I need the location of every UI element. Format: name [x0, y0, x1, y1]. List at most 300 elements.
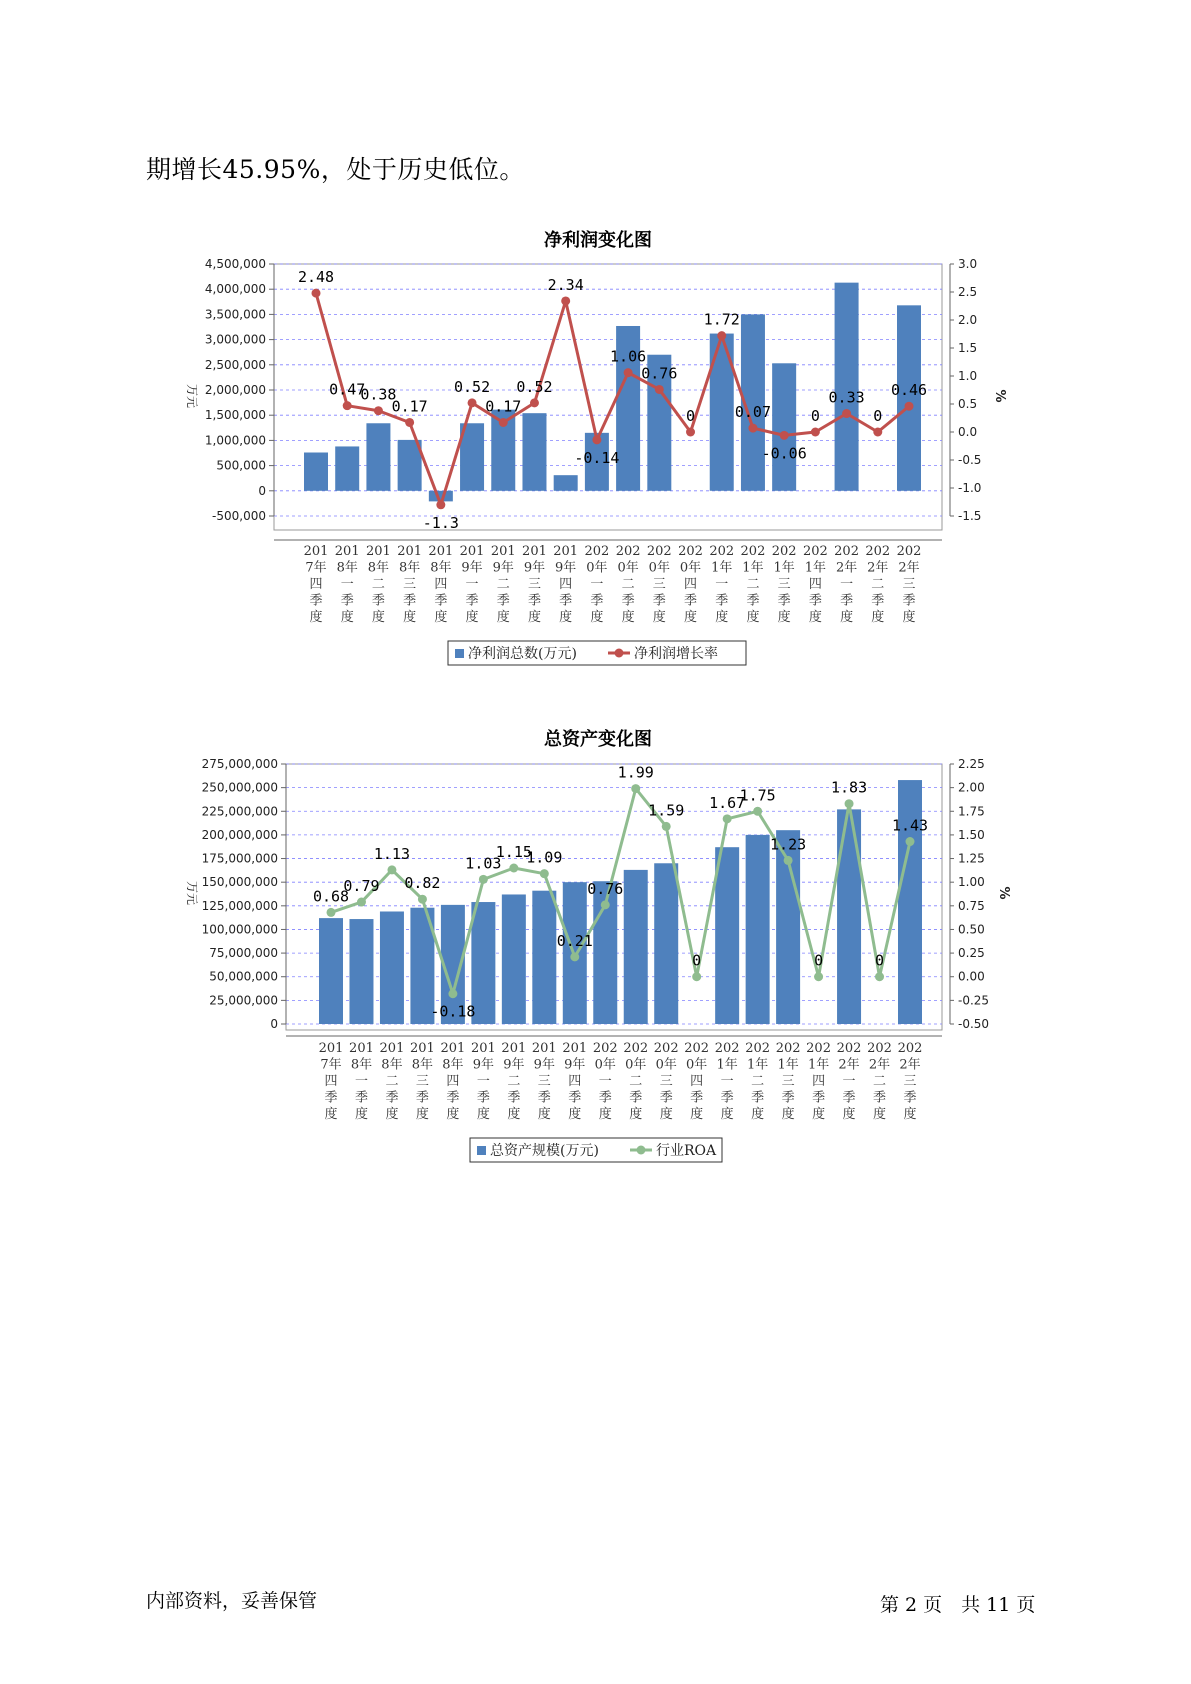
data-label: 0.47 — [329, 380, 366, 399]
y2-tick-label: 1.50 — [958, 827, 985, 842]
x-tick-label: 季 — [309, 593, 323, 609]
y2-tick-label: -1.5 — [958, 509, 982, 523]
x-tick-label: 201 — [303, 544, 329, 559]
x-tick-label: 季 — [902, 593, 916, 609]
bar — [746, 835, 770, 1024]
x-tick-label: 季 — [354, 1090, 368, 1106]
x-tick-label: 8年 — [430, 560, 452, 576]
x-tick-label: 9年 — [555, 560, 577, 576]
legend-line-label: 净利润增长率 — [634, 646, 718, 662]
data-label: 0.17 — [485, 397, 522, 416]
x-tick-label: 度 — [840, 610, 854, 625]
x-tick-label: 季 — [568, 1090, 582, 1106]
x-tick-label: 202 — [584, 544, 610, 559]
x-tick-label: 202 — [615, 544, 641, 559]
bar — [837, 809, 861, 1024]
x-tick-label: 度 — [751, 1107, 765, 1122]
y2-tick-label: 2.0 — [958, 313, 978, 327]
x-tick-label: 季 — [385, 1090, 399, 1106]
x-tick-label: 0年 — [586, 560, 608, 576]
x-tick-label: 一 — [340, 577, 354, 592]
x-tick-label: 201 — [501, 1041, 527, 1056]
legend-bar-swatch — [477, 1146, 486, 1155]
x-tick-label: 0年 — [686, 1057, 708, 1073]
x-tick-label: 季 — [659, 1090, 673, 1106]
line-point — [327, 908, 336, 917]
x-tick-label: 8年 — [442, 1057, 464, 1073]
data-label: 1.43 — [891, 816, 929, 835]
page-suffix: 页 — [1016, 1594, 1036, 1616]
y-tick-label: 75,000,000 — [209, 946, 278, 961]
x-tick-label: 202 — [646, 544, 672, 559]
x-tick-label: 度 — [324, 1107, 338, 1122]
x-tick-label: 度 — [903, 1107, 917, 1122]
legend-bar-label: 净利润总数(万元) — [468, 646, 577, 662]
y-axis-label: 万元 — [185, 383, 199, 409]
x-tick-label: 度 — [434, 610, 448, 625]
x-tick-label: 度 — [873, 1107, 887, 1122]
x-tick-label: 二 — [751, 1074, 765, 1089]
footer-confidential: 内部资料，妥善保管 — [146, 1590, 318, 1612]
bar — [654, 863, 678, 1024]
legend-line-marker — [637, 1146, 646, 1155]
x-tick-label: 度 — [690, 1107, 704, 1122]
y-tick-label: 150,000,000 — [201, 875, 278, 890]
y2-tick-label: 0.75 — [958, 898, 985, 913]
bar — [715, 847, 739, 1024]
y-tick-label: 4,500,000 — [204, 257, 266, 271]
x-tick-label: 9年 — [523, 560, 546, 576]
line-point — [814, 972, 823, 981]
x-tick-label: 二 — [871, 577, 885, 592]
x-tick-label: 1年 — [777, 1057, 799, 1073]
x-tick-label: 0年 — [617, 560, 639, 576]
data-label: 0.76 — [641, 364, 678, 383]
legend-bar-label: 总资产规模(万元) — [490, 1143, 599, 1159]
line-point — [540, 869, 549, 878]
x-tick-label: 8年 — [350, 1057, 373, 1073]
x-tick-label: 度 — [777, 610, 791, 625]
x-tick-label: 一 — [476, 1074, 490, 1089]
x-tick-label: 201 — [459, 544, 485, 559]
y2-axis-label: % — [992, 389, 1007, 403]
x-tick-label: 一 — [840, 577, 854, 592]
x-tick-label: 季 — [842, 1090, 856, 1106]
x-tick-label: 四 — [446, 1074, 460, 1089]
data-label: 0.33 — [828, 388, 865, 407]
x-tick-label: 度 — [720, 1107, 734, 1122]
x-tick-label: 度 — [902, 610, 916, 625]
data-label: 0 — [810, 407, 820, 425]
y-tick-label: -500,000 — [212, 509, 266, 523]
y2-axis-label: % — [996, 886, 1011, 900]
x-tick-label: 季 — [496, 593, 510, 609]
x-tick-label: 201 — [522, 544, 547, 559]
y-tick-label: 175,000,000 — [201, 851, 278, 866]
x-tick-label: 季 — [559, 593, 573, 609]
x-tick-label: 201 — [334, 544, 360, 559]
data-label: -0.06 — [761, 444, 807, 463]
line-point — [692, 972, 701, 981]
x-tick-label: 度 — [537, 1107, 551, 1122]
data-label: 0.68 — [312, 887, 350, 906]
chart-title-net-profit: 净利润变化图 — [544, 230, 652, 251]
x-tick-label: 四 — [812, 1074, 826, 1089]
x-tick-label: 9年 — [472, 1057, 495, 1073]
x-tick-label: 201 — [428, 544, 454, 559]
x-tick-label: 202 — [865, 544, 891, 559]
x-tick-label: 季 — [684, 593, 698, 609]
data-label: 1.83 — [830, 778, 868, 797]
x-tick-label: 度 — [340, 610, 354, 625]
x-tick-label: 度 — [652, 610, 666, 625]
x-tick-label: 三 — [777, 577, 791, 592]
x-tick-label: 1年 — [742, 560, 764, 576]
data-label: 0.76 — [587, 879, 624, 898]
x-tick-label: 9年 — [492, 560, 514, 576]
y2-tick-label: -0.50 — [958, 1017, 990, 1031]
bar — [624, 870, 648, 1024]
x-tick-label: 度 — [309, 610, 323, 625]
x-tick-label: 8年 — [411, 1057, 434, 1073]
y-axis-label: 万元 — [185, 880, 199, 906]
data-label: 1.75 — [739, 786, 776, 805]
x-tick-label: 一 — [842, 1074, 856, 1089]
x-tick-label: 度 — [371, 610, 385, 625]
y-tick-label: 250,000,000 — [201, 780, 278, 795]
x-tick-label: 0年 — [655, 1057, 677, 1073]
x-tick-label: 季 — [751, 1090, 765, 1106]
line-point — [418, 895, 427, 904]
data-label: 0.46 — [890, 381, 928, 400]
x-tick-label: 201 — [490, 544, 516, 559]
x-tick-label: 二 — [371, 577, 385, 592]
data-label: 1.06 — [610, 347, 647, 366]
x-tick-label: 季 — [903, 1090, 917, 1106]
y2-tick-label: 1.25 — [958, 851, 985, 866]
x-tick-label: 季 — [777, 593, 791, 609]
x-tick-label: 度 — [496, 610, 510, 625]
x-tick-label: 季 — [629, 1090, 643, 1106]
x-tick-label: 201 — [440, 1041, 466, 1056]
x-tick-label: 二 — [873, 1074, 887, 1089]
x-tick-label: 一 — [354, 1074, 368, 1089]
data-label: 1.23 — [770, 835, 807, 854]
x-tick-label: 度 — [871, 610, 885, 625]
x-tick-label: 1年 — [807, 1057, 830, 1073]
x-tick-label: 二 — [385, 1074, 399, 1089]
x-tick-label: 季 — [652, 593, 666, 609]
bar — [380, 911, 404, 1024]
y-tick-label: 4,000,000 — [204, 282, 266, 297]
x-tick-label: 202 — [771, 544, 797, 559]
x-tick-label: 2年 — [867, 560, 889, 576]
line-point — [875, 972, 884, 981]
x-tick-label: 201 — [318, 1041, 344, 1056]
x-tick-label: 201 — [410, 1041, 435, 1056]
x-tick-label: 三 — [659, 1074, 673, 1089]
data-label: 1.09 — [526, 848, 563, 867]
data-label: 1.67 — [709, 793, 746, 812]
bar — [532, 891, 556, 1024]
x-tick-label: 季 — [598, 1090, 612, 1106]
line-point — [753, 807, 762, 816]
page-mid: 页 共 — [923, 1594, 981, 1616]
x-tick-label: 0年 — [648, 560, 670, 576]
x-tick-label: 0年 — [625, 1057, 647, 1073]
data-label: 0.21 — [556, 931, 593, 950]
x-tick-label: 四 — [559, 577, 573, 592]
data-label: 0.17 — [391, 397, 428, 416]
x-tick-label: 三 — [403, 577, 417, 592]
x-tick-label: 度 — [507, 1107, 521, 1122]
data-label: 1.59 — [648, 801, 685, 820]
x-tick-label: 季 — [840, 593, 854, 609]
line-point — [601, 900, 610, 909]
page-prefix: 第 — [880, 1594, 900, 1616]
x-tick-label: 202 — [709, 544, 735, 559]
line-point — [631, 784, 640, 793]
x-tick-label: 季 — [781, 1090, 795, 1106]
x-tick-label: 度 — [808, 610, 822, 625]
x-tick-label: 度 — [568, 1107, 582, 1122]
line-point — [723, 814, 732, 823]
y2-tick-label: -0.25 — [958, 993, 990, 1008]
x-tick-label: 2年 — [835, 560, 858, 576]
x-tick-label: 201 — [470, 1041, 496, 1056]
x-tick-label: 季 — [324, 1090, 338, 1106]
x-tick-label: 8年 — [381, 1057, 403, 1073]
x-tick-label: 8年 — [367, 560, 390, 576]
x-tick-label: 202 — [653, 1041, 679, 1056]
line-point — [448, 989, 457, 998]
data-label: -1.3 — [422, 513, 459, 532]
data-label: -0.18 — [430, 1002, 476, 1021]
bar — [502, 894, 526, 1024]
x-tick-label: 二 — [629, 1074, 643, 1089]
x-tick-label: 季 — [873, 1090, 887, 1106]
y2-tick-label: 2.5 — [958, 285, 978, 299]
x-tick-label: 季 — [465, 593, 479, 609]
x-tick-label: 季 — [808, 593, 822, 609]
x-tick-label: 三 — [781, 1074, 795, 1089]
x-tick-label: 9年 — [461, 560, 483, 576]
x-tick-label: 201 — [349, 1041, 374, 1056]
bar — [319, 918, 343, 1024]
x-tick-label: 度 — [659, 1107, 673, 1122]
x-tick-label: 201 — [531, 1041, 557, 1056]
x-tick-label: 202 — [678, 544, 703, 559]
x-tick-label: 四 — [568, 1074, 582, 1089]
x-tick-label: 度 — [527, 610, 541, 625]
x-tick-label: 三 — [415, 1074, 429, 1089]
x-tick-label: 7年 — [320, 1057, 342, 1073]
x-tick-label: 度 — [621, 610, 635, 625]
y2-tick-label: 1.75 — [958, 804, 985, 819]
x-tick-label: 0年 — [594, 1057, 616, 1073]
line-point — [357, 898, 366, 907]
x-tick-label: 季 — [715, 593, 729, 609]
y2-tick-label: 0.00 — [958, 969, 985, 984]
x-tick-label: 度 — [354, 1107, 368, 1122]
x-tick-label: 度 — [446, 1107, 460, 1122]
data-label: 0 — [692, 951, 702, 970]
x-tick-label: 度 — [476, 1107, 490, 1122]
x-tick-label: 四 — [690, 1074, 704, 1089]
x-tick-label: 201 — [397, 544, 423, 559]
line-point — [662, 822, 671, 831]
x-tick-label: 201 — [379, 1041, 405, 1056]
x-tick-label: 度 — [385, 1107, 399, 1122]
y2-tick-label: 1.5 — [958, 341, 978, 355]
x-tick-label: 度 — [781, 1107, 795, 1122]
x-tick-label: 季 — [746, 593, 760, 609]
x-tick-label: 202 — [623, 1041, 649, 1056]
y-tick-label: 0 — [270, 1017, 278, 1031]
x-tick-label: 二 — [507, 1074, 521, 1089]
data-label: 2.48 — [297, 268, 335, 287]
y-tick-label: 500,000 — [216, 458, 266, 473]
x-tick-label: 1年 — [716, 1057, 738, 1073]
x-tick-label: 二 — [496, 577, 510, 592]
x-tick-label: 季 — [446, 1090, 460, 1106]
legend-line-label: 行业ROA — [656, 1143, 717, 1159]
x-tick-label: 202 — [714, 1041, 740, 1056]
x-tick-label: 季 — [403, 593, 417, 609]
footer-page-number — [880, 1590, 1041, 1617]
x-tick-label: 202 — [806, 1041, 831, 1056]
data-label: 1.13 — [373, 844, 411, 863]
y-tick-label: 125,000,000 — [201, 898, 278, 913]
x-tick-label: 度 — [629, 1107, 643, 1122]
x-tick-label: 9年 — [503, 1057, 525, 1073]
x-tick-label: 202 — [775, 1041, 801, 1056]
y-tick-label: 50,000,000 — [209, 969, 278, 984]
data-label: 0.52 — [453, 377, 491, 396]
y-tick-label: 2,000,000 — [204, 383, 266, 397]
intro-text: 期增长45.95%，处于历史低位。 — [146, 155, 525, 184]
data-label: -0.14 — [574, 448, 620, 467]
x-tick-label: 四 — [434, 577, 448, 592]
data-label: 0.82 — [404, 874, 441, 893]
data-label: 0.07 — [734, 403, 772, 422]
x-tick-label: 1年 — [773, 560, 795, 576]
x-tick-label: 三 — [527, 577, 541, 592]
x-tick-label: 度 — [403, 610, 417, 625]
x-tick-label: 2年 — [868, 1057, 891, 1073]
x-tick-label: 2年 — [898, 560, 920, 576]
x-tick-label: 201 — [562, 1041, 588, 1056]
line-point — [845, 799, 854, 808]
y-tick-label: 275,000,000 — [201, 757, 278, 771]
y2-tick-label: 0.5 — [958, 397, 978, 411]
data-label: 0.79 — [343, 877, 380, 896]
x-tick-label: 202 — [834, 544, 859, 559]
x-tick-label: 二 — [746, 577, 760, 592]
x-tick-label: 季 — [476, 1090, 490, 1106]
y-tick-label: 3,000,000 — [204, 332, 266, 347]
x-tick-label: 季 — [537, 1090, 551, 1106]
x-tick-label: 一 — [720, 1074, 734, 1089]
x-tick-label: 季 — [621, 593, 635, 609]
y-tick-label: 1,000,000 — [204, 433, 266, 448]
x-tick-label: 2年 — [899, 1057, 921, 1073]
x-tick-label: 202 — [684, 1041, 710, 1056]
page-total: 11 — [986, 1594, 1011, 1616]
data-label: 1.72 — [703, 310, 740, 329]
y2-tick-label: 0.50 — [958, 922, 985, 937]
y-tick-label: 225,000,000 — [201, 804, 278, 819]
x-tick-label: 202 — [802, 544, 828, 559]
x-tick-label: 四 — [324, 1074, 338, 1089]
x-tick-label: 1年 — [711, 560, 733, 576]
x-tick-label: 202 — [745, 1041, 771, 1056]
line-point — [509, 864, 518, 873]
y2-tick-label: 3.0 — [958, 257, 978, 271]
y-tick-label: 0 — [258, 483, 266, 498]
y2-tick-label: -0.5 — [958, 453, 982, 467]
x-tick-label: 202 — [896, 544, 922, 559]
x-tick-label: 一 — [598, 1074, 612, 1089]
x-tick-label: 2年 — [838, 1057, 860, 1073]
x-tick-label: 度 — [684, 610, 698, 625]
data-label: 0 — [686, 407, 696, 425]
x-tick-label: 季 — [720, 1090, 734, 1106]
x-tick-label: 度 — [559, 610, 573, 625]
x-tick-label: 度 — [590, 610, 604, 625]
y-tick-label: 200,000,000 — [201, 827, 278, 842]
y2-tick-label: 1.00 — [958, 875, 985, 890]
data-label: 0.38 — [360, 385, 397, 404]
data-label: 0 — [814, 951, 824, 970]
data-label: 0 — [873, 407, 883, 425]
y-tick-label: 2,500,000 — [204, 357, 266, 372]
x-tick-label: 度 — [415, 1107, 429, 1122]
y-tick-label: 100,000,000 — [201, 922, 278, 937]
x-tick-label: 四 — [684, 577, 698, 592]
x-tick-label: 201 — [366, 544, 391, 559]
x-tick-label: 202 — [592, 1041, 618, 1056]
y-tick-label: 25,000,000 — [209, 993, 278, 1008]
x-tick-label: 度 — [746, 610, 760, 625]
page-num: 2 — [905, 1594, 918, 1616]
line-point — [570, 952, 579, 961]
x-tick-label: 1年 — [804, 560, 827, 576]
data-label: 0.52 — [516, 377, 553, 396]
x-tick-label: 202 — [740, 544, 766, 559]
x-tick-label: 季 — [340, 593, 354, 609]
x-tick-label: 季 — [415, 1090, 429, 1106]
line-point — [784, 856, 793, 865]
x-tick-label: 季 — [812, 1090, 826, 1106]
y2-tick-label: -1.0 — [958, 481, 982, 495]
y2-tick-label: 2.25 — [958, 757, 985, 771]
x-tick-label: 202 — [836, 1041, 862, 1056]
x-tick-label: 二 — [621, 577, 635, 592]
x-tick-label: 三 — [537, 1074, 551, 1089]
x-tick-label: 0年 — [679, 560, 702, 576]
y-tick-label: 1,500,000 — [204, 408, 266, 423]
data-label: 1.15 — [495, 843, 532, 861]
x-tick-label: 季 — [434, 593, 448, 609]
x-tick-label: 三 — [903, 1074, 917, 1089]
y2-tick-label: 1.0 — [958, 369, 978, 383]
x-tick-label: 202 — [867, 1041, 892, 1056]
x-tick-label: 一 — [465, 577, 479, 592]
x-tick-label: 季 — [871, 593, 885, 609]
x-tick-label: 度 — [812, 1107, 826, 1122]
y-tick-label: 3,500,000 — [204, 307, 266, 322]
